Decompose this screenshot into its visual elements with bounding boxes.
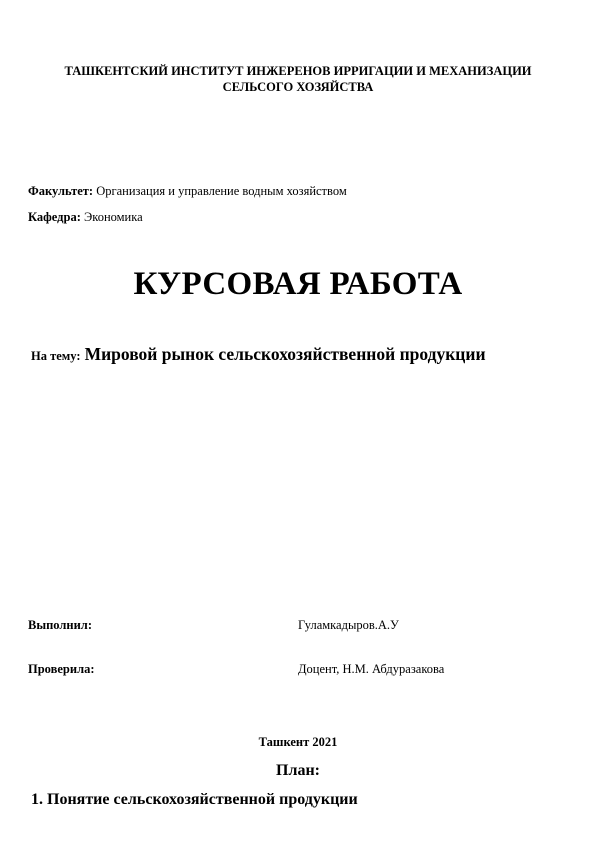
department-label: Кафедра: [28,210,81,224]
city-year: Ташкент 2021 [258,735,338,749]
plan-item: 1. Понятие сельскохозяйственной продукции [31,791,358,808]
document-title: КУРСОВАЯ РАБОТА [133,266,463,302]
institute-header [20,63,576,95]
topic-label: На тему: [31,349,81,363]
topic-value: Мировой рынок сельскохозяйственной продукции [84,344,486,364]
checked-by-value: Доцент, Н.М. Абдуразакова [298,662,445,676]
institute-name-line-1: ТАШКЕНТСКИЙ ИНСТИТУТ ИНЖЕРЕНОВ ИРРИГАЦИИ И МЕХАНИЗАЦИИ [64,64,532,78]
checked-by-label: Проверила: [28,662,95,676]
faculty-line [28,184,347,199]
department-value: Экономика [84,210,143,224]
faculty-label: Факультет: [28,184,94,198]
institute-name-line-2: СЕЛЬСОГО ХОЗЯЙСТВА [222,80,374,94]
faculty-value: Организация и управление водным хозяйством [96,184,347,198]
plan-title: План: [276,762,320,779]
department-line [28,210,143,225]
topic-line [31,344,486,365]
performed-by-value: Гуламкадыров.А.У [298,618,399,632]
performed-by-label: Выполнил: [28,618,92,632]
